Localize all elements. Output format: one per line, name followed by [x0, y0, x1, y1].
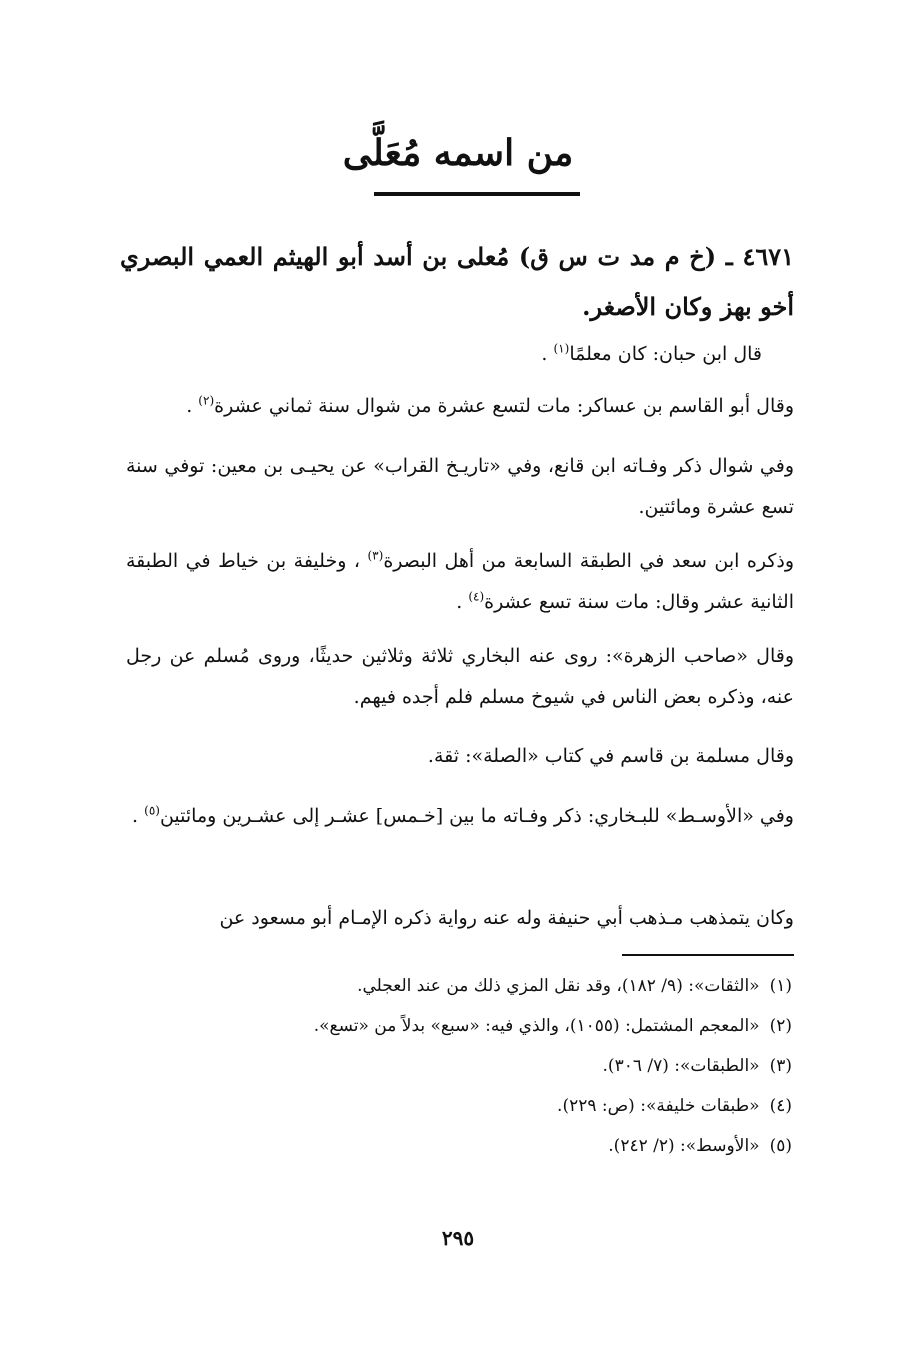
paragraph-end: . — [456, 591, 469, 613]
footnote-ref: (٤) — [468, 589, 485, 604]
paragraph-text: وكان يتمذهب مـذهب أبي حنيفة وله عنه رواية ذكره الإمـام أبو مسعود عن — [219, 907, 794, 929]
footnote-text: «الأوسط»: (٢/ ٢٤٢). — [608, 1136, 760, 1156]
footnote-number: (١) — [769, 976, 792, 996]
footnote-ref: (١) — [553, 341, 570, 356]
footnote-number: (٤) — [769, 1096, 792, 1116]
paragraph-ibn-saad — [126, 541, 794, 623]
paragraph-text-cont: ، وخليفة بن خياط في الطبقة الثانية عشر وقال: مات سنة تسع عشرة — [126, 550, 794, 613]
paragraph-ibn-asakir — [126, 386, 794, 427]
footnote-text: «طبقات خليفة»: (ص: ٢٢٩). — [557, 1096, 760, 1116]
paragraph-end: . — [186, 395, 199, 417]
paragraph-text: وفي «الأوسـط» للبـخاري: ذكر وفـاته ما بين [خـمس] عشـر إلى عشـرين ومائتين — [159, 805, 794, 827]
entry-heading: ٤٦٧١ ـ (خ م مد ت س ق) مُعلى بن أسد أبو الهيثم العمي البصري أخو بهز وكان الأصغر. — [120, 242, 794, 321]
paragraph-awsat — [126, 796, 794, 837]
footnote-text: «المعجم المشتمل: (١٠٥٥)، والذي فيه: «سبع» بدلاً من «تسع». — [313, 1016, 760, 1036]
title-double-rule — [374, 192, 580, 196]
paragraph-text: وقال أبو القاسم بن عساكر: مات لتسع عشرة من شوال سنة ثماني عشرة — [214, 395, 794, 417]
footnote-text: «الثقات»: (٩/ ١٨٢)، وقد نقل المزي ذلك من عند العجلي. — [357, 976, 760, 996]
paragraph-text: قال ابن حبان: كان معلمًا — [569, 343, 762, 365]
footnote-separator — [622, 954, 794, 956]
paragraph-text: وذكره ابن سعد في الطبقة السابعة من أهل البصرة — [383, 550, 794, 572]
footnote-item — [126, 1086, 792, 1126]
footnote-text: «الطبقات»: (٧/ ٣٠٦). — [602, 1056, 760, 1076]
footnote-number: (٣) — [769, 1056, 792, 1076]
paragraph-text: وقال «صاحب الزهرة»: روى عنه البخاري ثلاثة وثلاثين حديثًا، وروى مُسلم عن رجل عنه، وذكره بعض الناس في شيوخ مسلم فلم أجده فيهم. — [126, 645, 794, 708]
paragraph-abu-hanifa — [126, 898, 794, 939]
chapter-title: من اسمه مُعَلَّى — [342, 132, 574, 174]
paragraph-shawwal — [126, 446, 794, 528]
page-number: ٢٩٥ — [441, 1226, 475, 1250]
footnotes-list — [126, 966, 792, 1166]
footnote-item — [126, 1046, 792, 1086]
paragraph-end: . — [132, 805, 145, 827]
footnote-ref: (٥) — [144, 803, 160, 818]
footnote-item — [126, 1126, 792, 1166]
paragraph-text: وفي شوال ذكر وفـاته ابن قانع، وفي «تاريـخ القراب» عن يحيـى بن معين: توفي سنة تسع عشرة ومائتين. — [126, 455, 794, 518]
footnote-number: (٥) — [769, 1136, 792, 1156]
footnote-item — [126, 1006, 792, 1046]
paragraph-ibn-hibban — [126, 334, 794, 375]
footnote-item — [126, 966, 792, 1006]
footnote-ref: (٢) — [198, 393, 215, 408]
footnote-ref: (٣) — [367, 548, 384, 563]
paragraph-maslama — [126, 736, 794, 777]
paragraph-zahra — [126, 636, 794, 718]
footnote-number: (٢) — [769, 1016, 792, 1036]
paragraph-end: . — [541, 343, 554, 365]
paragraph-text: وقال مسلمة بن قاسم في كتاب «الصلة»: ثقة. — [427, 745, 794, 767]
